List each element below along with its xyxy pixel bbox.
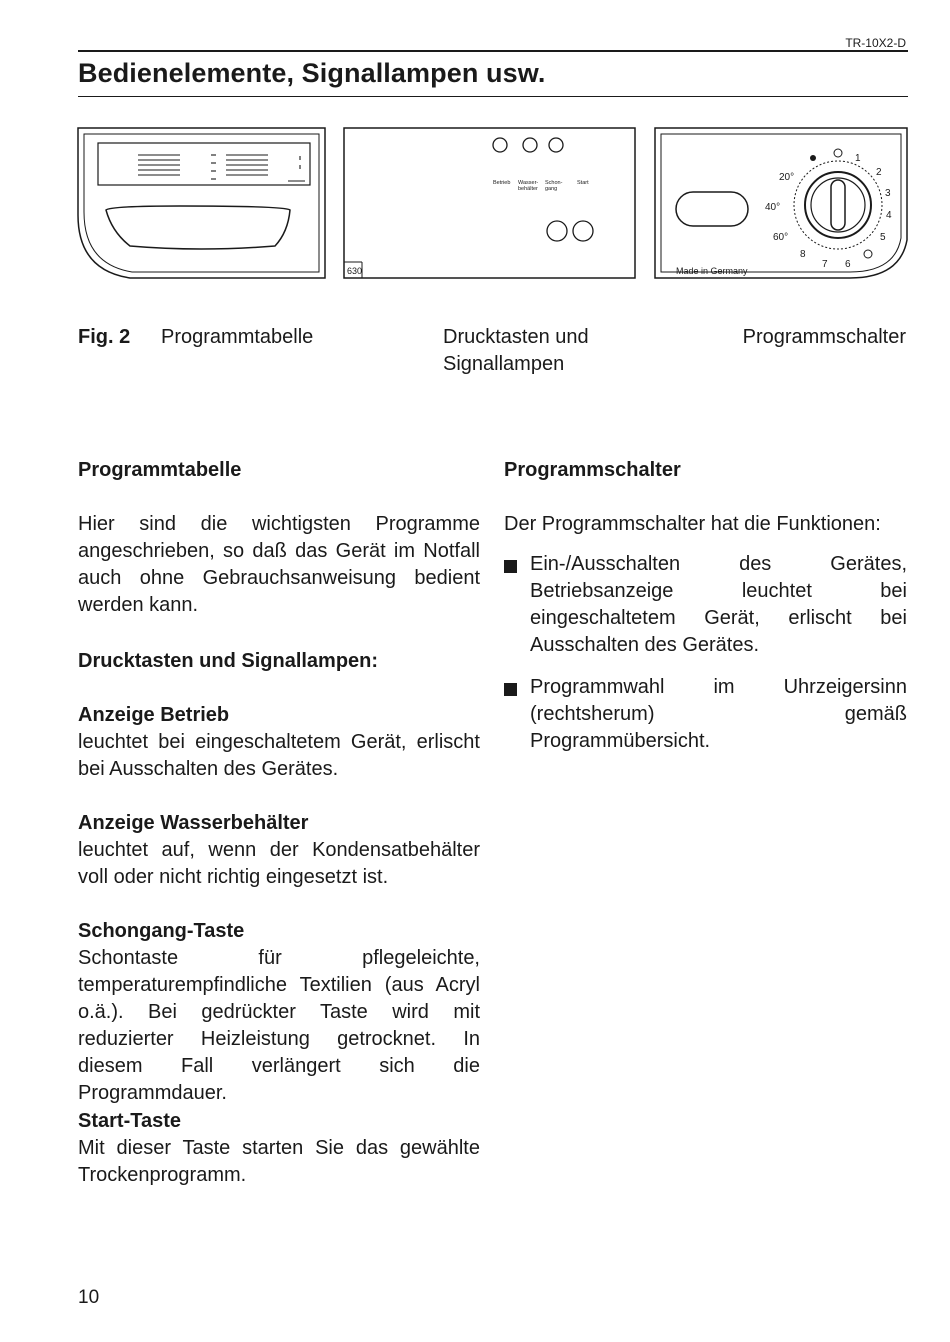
text-anzeige-betrieb: leuchtet bei eingeschaltetem Gerät, erlischt bei Ausschalten des Gerätes. xyxy=(78,731,480,780)
dial-grip xyxy=(831,180,845,230)
heading-start-taste: Start-Taste xyxy=(78,1110,181,1132)
text-programmschalter-intro: Der Programmschalter hat die Funktionen: xyxy=(504,513,881,535)
bullet-square-icon xyxy=(504,683,517,696)
label-behaelter: behälter xyxy=(518,186,538,192)
fan-symbol-icon xyxy=(810,155,816,161)
dial-scale-ring xyxy=(794,161,882,249)
figure-label: Fig. 2 xyxy=(78,326,131,348)
text-programmtabelle: Hier sind die wichtigsten Programme angeschrieben, so daß das Gerät im Notfall auch ohne Gebrauchsanweisung bedient werden kann. xyxy=(78,513,480,616)
lamp-extra-icon xyxy=(549,138,563,152)
temp-60: 60° xyxy=(773,232,789,243)
lamp-wasserbehaelter-icon xyxy=(523,138,537,152)
temp-20: 20° xyxy=(779,172,795,183)
model-number: 630 xyxy=(347,266,363,276)
svg-text:1: 1 xyxy=(855,153,861,164)
heading-programmschalter: Programmschalter xyxy=(504,459,681,481)
temp-40: 40° xyxy=(765,202,781,213)
label-schon: Schon- xyxy=(545,180,563,186)
program-table-panel xyxy=(78,128,325,278)
list-item-text: Programmwahl im Uhrzeigersinn (rechtsherum) gemäß Programmübersicht. xyxy=(530,676,907,752)
svg-text:8: 8 xyxy=(800,249,806,260)
heading-drucktasten: Drucktasten und Signallampen: xyxy=(78,650,379,672)
power-lamp-window xyxy=(676,192,748,226)
caption-programmtabelle: Programmtabelle xyxy=(161,326,314,348)
control-panel-figure xyxy=(0,0,950,300)
page-title: Bedienelemente, Signallampen usw. xyxy=(78,58,546,88)
caption-programmschalter: Programmschalter xyxy=(742,326,906,348)
svg-text:2: 2 xyxy=(876,167,882,178)
list-item-text: Ein-/Ausschalten des Gerätes, Betriebsanzeige leuchtet bei eingeschaltetem Gerät, erlischt bei Ausschalten des Gerätes. xyxy=(530,553,907,656)
label-start: Start xyxy=(577,180,589,186)
svg-text:4: 4 xyxy=(886,210,892,221)
door-handle xyxy=(106,206,290,249)
buttons-lamps-panel xyxy=(344,128,635,278)
svg-text:3: 3 xyxy=(885,188,891,199)
off-symbol-icon xyxy=(834,149,842,157)
text-anzeige-wasserbehaelter: leuchtet auf, wenn der Kondensatbehälter voll oder nicht richtig eingesetzt ist. xyxy=(78,839,480,888)
heading-schongang-taste: Schongang-Taste xyxy=(78,920,245,942)
heading-anzeige-betrieb: Anzeige Betrieb xyxy=(78,704,230,726)
bullet-square-icon xyxy=(504,560,517,573)
heading-anzeige-wasserbehaelter: Anzeige Wasserbehälter xyxy=(78,812,309,834)
made-in-label: Made in Germany xyxy=(676,266,748,276)
text-start-taste: Mit dieser Taste starten Sie das gewählte Trockenprogramm. xyxy=(78,1137,480,1186)
label-betrieb: Betrieb xyxy=(493,180,511,186)
caption-drucktasten: Drucktasten und Signallampen xyxy=(443,326,589,375)
program-table-lines xyxy=(138,155,305,181)
list-item xyxy=(504,674,907,755)
button-start-icon xyxy=(573,221,593,241)
text-schongang-taste: Schontaste für pflegeleichte, temperaturempfindliche Textilien (aus Acryl o.ä.). Bei gedrückter Taste wird mit reduzierter Heizleistung getrocknet. In diesem Fall verlängert sich die Programmdauer. xyxy=(78,947,480,1104)
svg-text:5: 5 xyxy=(880,232,886,243)
label-gang: gang xyxy=(545,186,558,192)
heading-programmtabelle: Programmtabelle xyxy=(78,459,242,481)
document-code: TR-10X2-D xyxy=(845,36,906,50)
svg-text:7: 7 xyxy=(822,259,828,270)
label-wasser: Wasser- xyxy=(518,180,539,186)
svg-text:6: 6 xyxy=(845,259,851,270)
button-schongang-icon xyxy=(547,221,567,241)
list-item xyxy=(504,551,907,659)
lamp-betrieb-icon xyxy=(493,138,507,152)
page-number: 10 xyxy=(78,1287,100,1308)
program-switch-panel xyxy=(655,128,907,278)
program-dial-knob xyxy=(805,172,871,238)
